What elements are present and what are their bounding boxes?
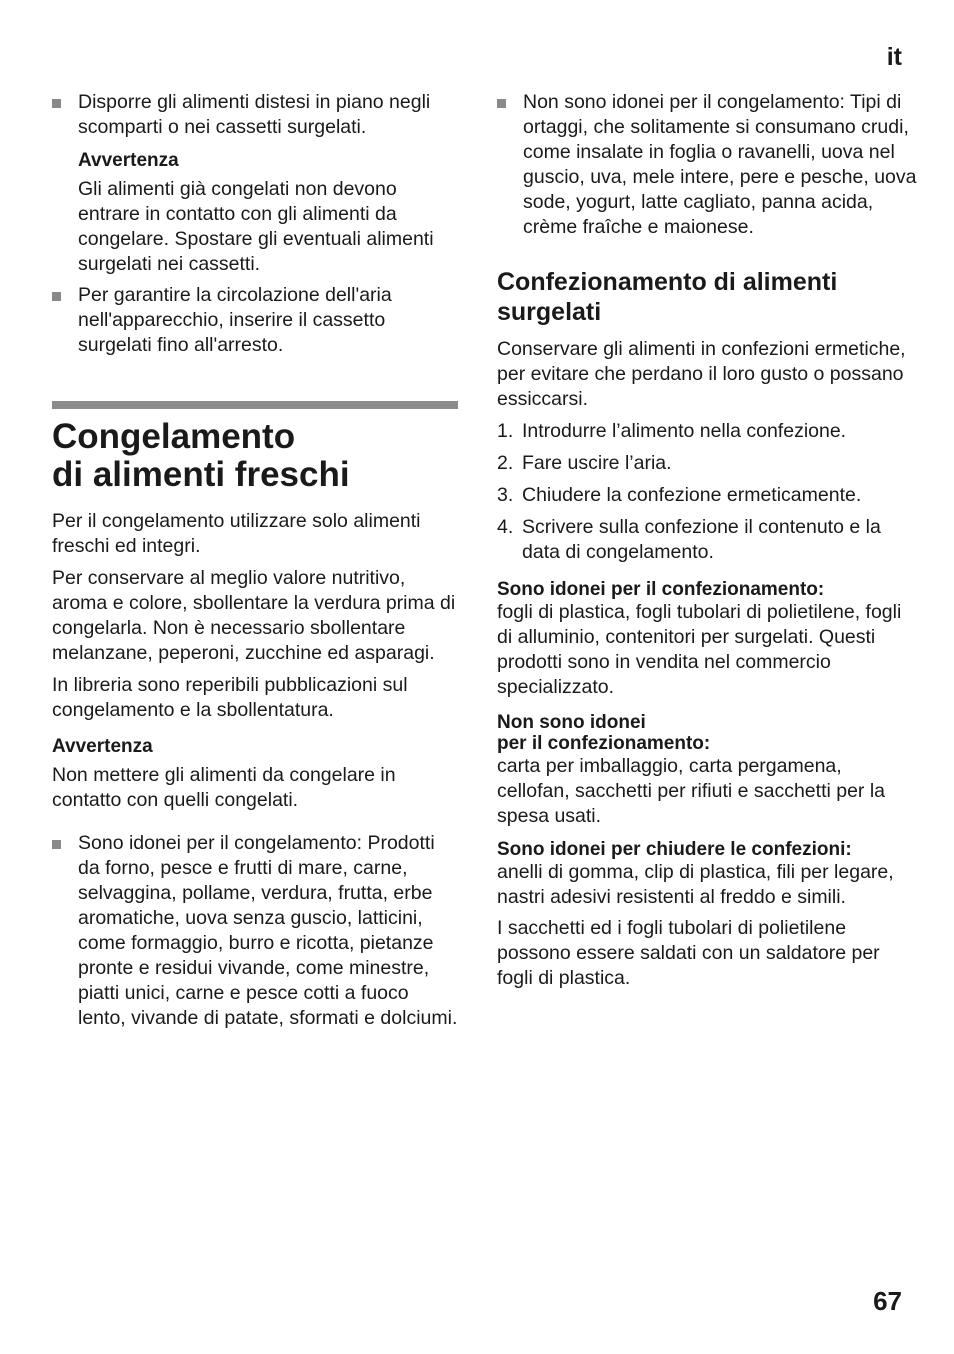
bullet-text: Sono idonei per il congelamento: Prodotti da forno, pesce e frutti di mare, carne, selvaggina, pollame, verdura, frutta, erbe aromatiche, uova senza guscio, latticini, come formaggio, burro e ricotta, pietanze pronte e residui vivande, come minestre, piatti unici, carne e pesce cotti a fuoco lento, vivande di patate, sformati e dolciumi.	[78, 832, 458, 1029]
bullet-text: Non sono idonei per il congelamento: Tipi di ortaggi, che solitamente si consumano crudi, come insalate in foglia o ravanelli, uova nel guscio, uva, mele intere, pere e pesche, uova sode, yogurt, latte cagliato, panna acida, crème fraîche e maionese.	[523, 91, 917, 238]
square-bullet-icon	[52, 292, 61, 301]
subheading: Sono idonei per il confezionamento:	[497, 579, 825, 600]
step-text: Fare uscire l’aria.	[522, 452, 672, 474]
step-number: 2.	[497, 452, 514, 474]
note-title: Avvertenza	[52, 736, 153, 757]
square-bullet-icon	[52, 99, 61, 108]
heading-line: surgelati	[497, 298, 602, 326]
left-column	[52, 90, 460, 1036]
section-divider	[52, 401, 458, 409]
bullet-text: Per garantire la circolazione dell'aria nell'apparecchio, inserire il cassetto surgelati fino all'arresto.	[78, 284, 392, 356]
step-number: 3.	[497, 484, 514, 506]
step-number: 4.	[497, 516, 514, 538]
bullet-item	[52, 831, 460, 1031]
paragraph: carta per imballaggio, carta pergamena, cellofan, sacchetti per rifiuti e sacchetti per la spesa usati.	[497, 755, 886, 827]
heading-line: di alimenti freschi	[52, 455, 350, 494]
page-number: 67	[873, 1286, 902, 1316]
square-bullet-icon	[52, 840, 61, 849]
bullet-item	[52, 283, 460, 358]
list-item	[497, 451, 917, 476]
paragraph: fogli di plastica, fogli tubolari di polietilene, fogli di alluminio, contenitori per surgelati. Questi prodotti sono in vendita nel commercio specializzato.	[497, 601, 902, 698]
section-heading	[52, 418, 460, 494]
right-column	[497, 90, 917, 998]
step-text: Chiudere la confezione ermeticamente.	[522, 484, 862, 506]
bullet-item	[497, 90, 917, 240]
section-heading	[497, 267, 917, 327]
heading-line: Confezionamento di alimenti	[497, 268, 838, 296]
note-text: Non mettere gli alimenti da congelare in contatto con quelli congelati.	[52, 764, 396, 811]
paragraph: anelli di gomma, clip di plastica, fili per legare, nastri adesivi resistenti al freddo e simili.	[497, 861, 894, 908]
subheading-line: per il confezionamento:	[497, 733, 711, 754]
heading-line: Congelamento	[52, 417, 296, 456]
list-item	[497, 483, 917, 508]
subheading: Sono idonei per chiudere le confezioni:	[497, 839, 852, 860]
subheading	[497, 712, 917, 754]
bullet-item	[52, 90, 460, 140]
paragraph: In libreria sono reperibili pubblicazioni sul congelamento e la sbollentatura.	[52, 674, 408, 721]
paragraph: Per conservare al meglio valore nutritivo, aroma e colore, sbollentare la verdura prima di congelarla. Non è necessario sbollentare melanzane, peperoni, zucchine ed asparagi.	[52, 567, 456, 664]
list-item	[497, 419, 917, 444]
note-title: Avvertenza	[78, 150, 179, 171]
square-bullet-icon	[497, 99, 506, 108]
list-item	[497, 515, 917, 565]
steps-list	[497, 419, 917, 565]
subheading-line: Non sono idonei	[497, 712, 646, 733]
step-text: Scrivere sulla confezione il contenuto e la data di congelamento.	[522, 516, 881, 563]
paragraph: Per il congelamento utilizzare solo alimenti freschi ed integri.	[52, 510, 421, 557]
language-tag: it	[886, 43, 902, 71]
note-text: Gli alimenti già congelati non devono entrare in contatto con gli alimenti da congelare. Spostare gli eventuali alimenti surgelati nei cassetti.	[78, 178, 434, 275]
paragraph: Conservare gli alimenti in confezioni ermetiche, per evitare che perdano il loro gusto o possano essiccarsi.	[497, 338, 906, 410]
step-text: Introdurre l’alimento nella confezione.	[522, 420, 847, 442]
step-number: 1.	[497, 420, 514, 442]
paragraph: I sacchetti ed i fogli tubolari di polietilene possono essere saldati con un saldatore per fogli di plastica.	[497, 917, 880, 989]
bullet-text: Disporre gli alimenti distesi in piano negli scomparti o nei cassetti surgelati.	[78, 91, 431, 138]
